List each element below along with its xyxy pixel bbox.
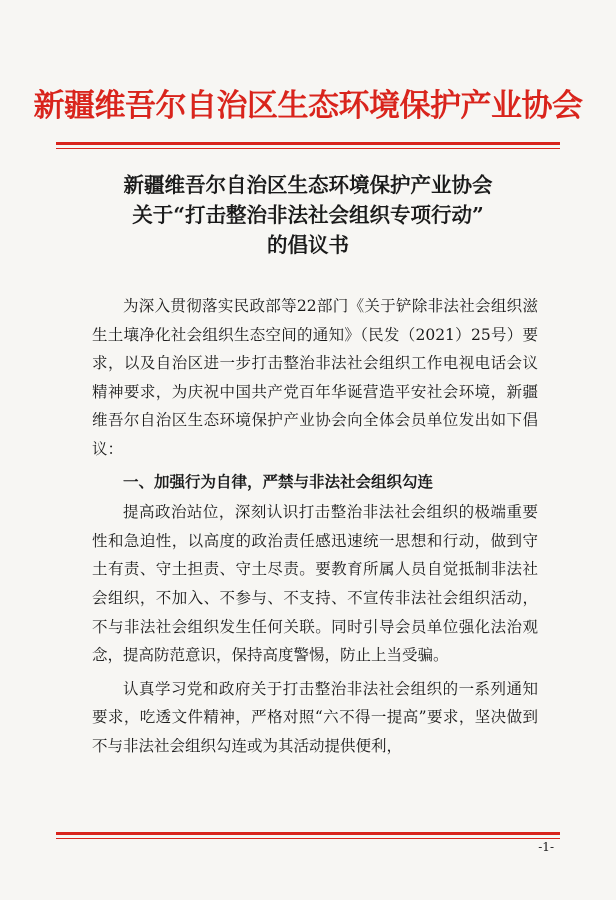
section1-paragraph-1: 提高政治站位，深刻认识打击整治非法社会组织的极端重要性和急迫性，以高度的政治责任感迅速统一思想和行动，做到守土有责、守土担责、守土尽责。要教育所属人员自觉抵制非法社会组织，不加入、不参与、不支持、不宣传非法社会组织活动，不与非法社会组织发生任何关联。同时引导会员单位强化法治观念，提高防范意识，保持高度警惕，防止上当受骗。 xyxy=(92,503,538,665)
footer-rule-thin xyxy=(56,838,560,839)
letterhead-rule-thick xyxy=(56,142,560,145)
section1-paragraph-2: 认真学习党和政府关于打击整治非法社会组织的一系列通知要求，吃透文件精神，严格对照“六不得一提高”要求，坚决做到不与非法社会组织勾连或为其活动提供便利， xyxy=(92,679,538,755)
title-line-3: 的倡议书 xyxy=(267,233,349,257)
document-body xyxy=(92,292,538,761)
title-line-1: 新疆维吾尔自治区生态环境保护产业协会 xyxy=(123,173,493,197)
section-heading-1: 一、加强行为自律，严禁与非法社会组织勾连 xyxy=(123,472,434,491)
page-number: -1- xyxy=(538,840,554,854)
intro-paragraph: 为深入贯彻落实民政部等22部门《关于铲除非法社会组织滋生土壤净化社会组织生态空间的通知》（民发（2021）25号）要求，以及自治区进一步打击整治非法社会组织工作电视电话会议精神要求，为庆祝中国共产党百年华诞营造平安社会环境，新疆维吾尔自治区生态环境保护产业协会向全体会员单位发出如下倡议： xyxy=(92,297,538,458)
title-line-2: 关于“打击整治非法社会组织专项行动” xyxy=(132,203,484,227)
document-title xyxy=(0,170,616,260)
footer-rule-thick xyxy=(56,832,560,835)
org-letterhead: 新疆维吾尔自治区生态环境保护产业协会 xyxy=(33,88,583,124)
letterhead-rule-thin xyxy=(56,148,560,149)
